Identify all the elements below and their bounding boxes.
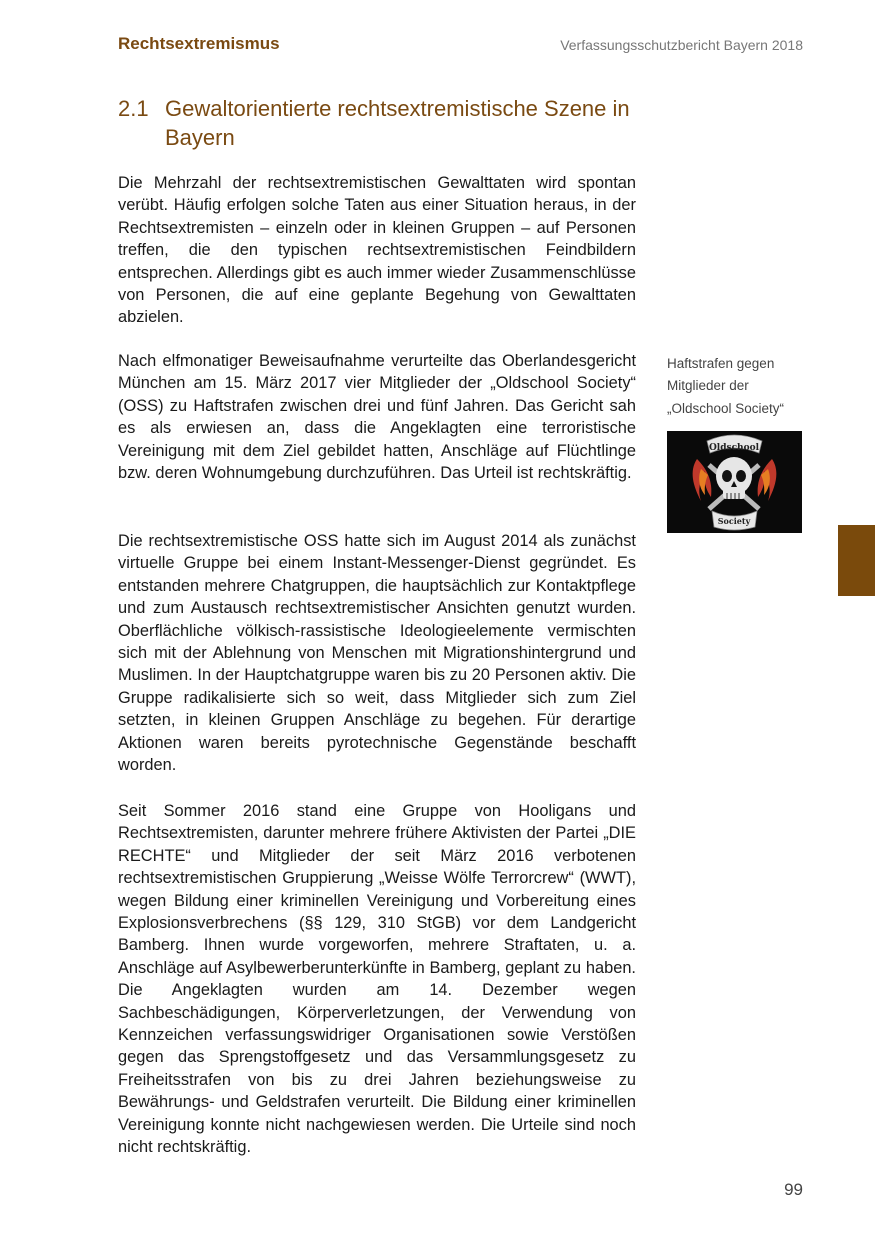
section-heading [118,94,658,152]
skull-emblem-icon [667,431,802,533]
running-header-report-title: Verfassungsschutzbericht Bayern 2018 [560,37,803,53]
logo-text-top: Oldschool [708,443,760,453]
paragraph-intro: Die Mehrzahl der rechtsextremistischen Gewalttaten wird spontan verübt. Häufig erfolgen solche Taten aus einer Situation heraus, in der Rechtsextremisten – einzeln oder in kleinen Gruppen – auf Personen treffen, die den typischen rechtsextremistischen Feindbildern entsprechen. Allerdings gibt es auch immer wieder Zusammenschlüsse von Personen, die auf eine geplante Begehung von Gewalttaten abzielen. [118,174,636,327]
margin-caption: Haftstrafen gegen Mitglieder der „Oldschool Society“ [667,356,785,416]
logo-text-bottom: Society [717,516,751,526]
section-number: 2.1 [118,96,149,121]
chapter-thumb-tab [838,525,875,596]
paragraph-oss-background: Die rechtsextremistische OSS hatte sich im August 2014 als zunächst virtuelle Gruppe bei einem Instant-Messenger-Dienst gegründet. Es entstanden mehrere Chatgruppen, die hauptsächlich zur Kontaktpflege und zum Austausch rechtsextremistischer Ansichten genutzt wurden. Oberflächliche völkisch-rassistische Ideologieelemente vermischten sich mit der Ablehnung von Menschen mit Migrationshintergrund und Muslimen. In der Hauptchatgruppe waren bis zu 20 Personen aktiv. Die Gruppe radikalisierte sich so weit, dass Mitglieder sich zum Ziel setzten, in kleinen Gruppen Anschläge zu begehen. Für derartige Aktionen waren bereits pyrotechnische Gegenstände beschafft worden. [118,532,636,775]
page-number: 99 [784,1180,803,1199]
section-title: Gewaltorientierte rechtsextremistische Szene in Bayern [165,96,630,150]
running-header-section: Rechtsextremismus [118,34,280,53]
paragraph-oss-verdict: Nach elfmonatiger Beweisaufnahme verurteilte das Oberlandesgericht München am 15. März 2017 vier Mitglieder der „Oldschool Society“ (OSS) zu Haftstrafen zwischen drei und fünf Jahren. Das Gericht sah es als erwiesen an, dass die Angeklagten eine terroristische Vereinigung mit dem Ziel gebildet hatten, Anschläge auf Flüchtlinge bzw. deren Wohnumgebung durchzuführen. Das Urteil ist rechtskräftig. [118,352,636,483]
paragraph-bamberg-trial: Seit Sommer 2016 stand eine Gruppe von Hooligans und Rechtsextremisten, darunter mehrere frühere Aktivisten der Partei „DIE RECHTE“ und Mitglieder der seit März 2016 verbotenen rechtsextremistischen Gruppierung „Weisse Wölfe Terrorcrew“ (WWT), wegen Bildung einer kriminellen Vereinigung und Vorbereitung eines Explosionsverbrechens (§§ 129, 310 StGB) vor dem Landgericht Bamberg. Ihnen wurde vorgeworfen, mehrere Straftaten, u. a. Anschläge auf Asylbewerberunterkünfte in Bamberg, geplant zu haben. Die Angeklagten wurden am 14. Dezember wegen Sachbeschädigungen, Körperverletzungen, der Verwendung von Kennzeichen verfassungswidriger Organisationen sowie Verstößen gegen das Sprengstoffgesetz und das Versammlungsgesetz zu Freiheitsstrafen von bis zu drei Jahren beziehungsweise zu Bewährungs- und Geldstrafen verurteilt. Die Bildung einer kriminellen Vereinigung konnte nicht nachgewiesen werden. Die Urteile sind noch nicht rechtskräftig. [118,802,636,1157]
oldschool-society-logo-image [667,431,802,533]
